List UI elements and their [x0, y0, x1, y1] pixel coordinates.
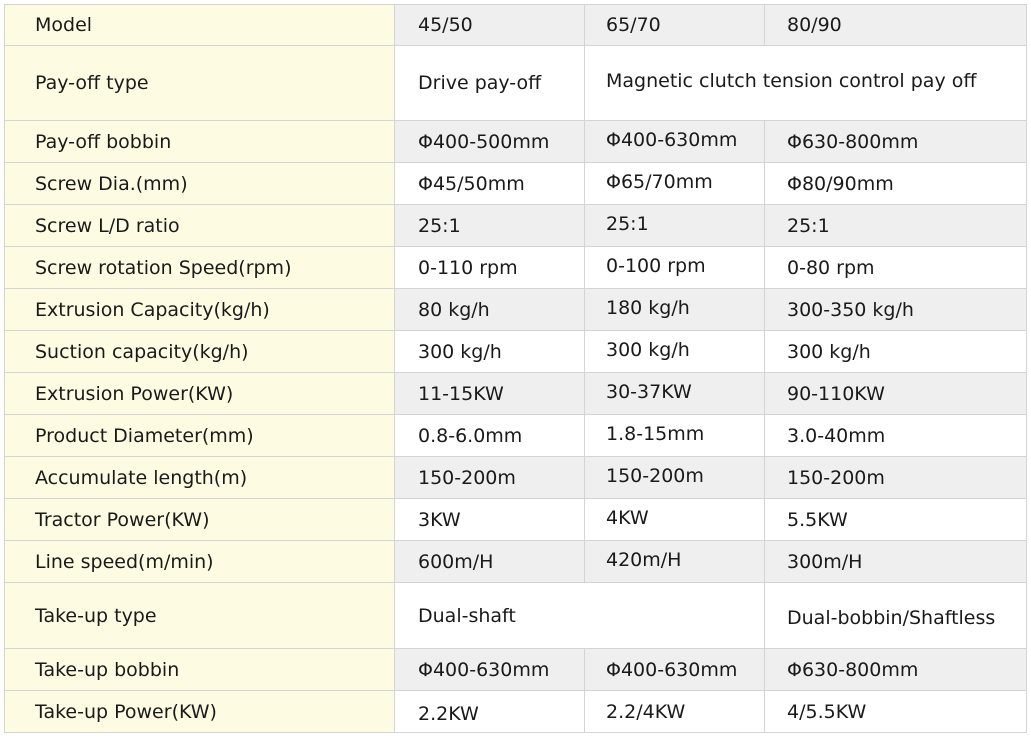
cell-value: 11-15KW — [395, 373, 585, 415]
cell-value: Φ400-630mm — [585, 121, 765, 163]
cell-value: 300 kg/h — [585, 331, 765, 373]
table-row — [5, 499, 1027, 541]
row-label: Screw L/D ratio — [5, 205, 395, 247]
row-label: Accumulate length(m) — [5, 457, 395, 499]
cell-value: 150-200m — [765, 457, 1027, 499]
cell-value: Φ400-630mm — [395, 649, 585, 691]
table-row — [5, 331, 1027, 373]
cell-value: 3.0-40mm — [765, 415, 1027, 457]
row-label: Tractor Power(KW) — [5, 499, 395, 541]
cell-value: 420m/H — [585, 541, 765, 583]
cell-value: 300 kg/h — [765, 331, 1027, 373]
cell-value: 0-110 rpm — [395, 247, 585, 289]
cell-value: 0.8-6.0mm — [395, 415, 585, 457]
row-label: Suction capacity(kg/h) — [5, 331, 395, 373]
row-label: Extrusion Capacity(kg/h) — [5, 289, 395, 331]
cell-value: 2.2/4KW — [585, 691, 765, 733]
cell-value: Φ65/70mm — [585, 163, 765, 205]
table-row — [5, 5, 1027, 46]
cell-value: 180 kg/h — [585, 289, 765, 331]
table-row — [5, 289, 1027, 331]
table-row — [5, 691, 1027, 733]
table-row — [5, 457, 1027, 499]
spec-table — [4, 4, 1027, 733]
row-label: Screw rotation Speed(rpm) — [5, 247, 395, 289]
cell-value: 25:1 — [395, 205, 585, 247]
table-row — [5, 415, 1027, 457]
cell-value: 4/5.5KW — [765, 691, 1027, 733]
table-row — [5, 247, 1027, 289]
row-label: Model — [5, 5, 395, 46]
cell-value: 300 kg/h — [395, 331, 585, 373]
cell-value: 25:1 — [765, 205, 1027, 247]
row-label: Screw Dia.(mm) — [5, 163, 395, 205]
cell-value: 4KW — [585, 499, 765, 541]
cell-value: 300m/H — [765, 541, 1027, 583]
row-label: Line speed(m/min) — [5, 541, 395, 583]
table-row — [5, 541, 1027, 583]
cell-model-45-50: 45/50 — [395, 5, 585, 46]
row-label: Take-up bobbin — [5, 649, 395, 691]
cell-model-65-70: 65/70 — [585, 5, 765, 46]
row-label: Pay-off type — [5, 46, 395, 121]
cell-value: Drive pay-off — [395, 46, 585, 121]
row-label: Product Diameter(mm) — [5, 415, 395, 457]
cell-value: 90-110KW — [765, 373, 1027, 415]
cell-value: Φ400-630mm — [585, 649, 765, 691]
cell-value: Φ45/50mm — [395, 163, 585, 205]
table-row — [5, 121, 1027, 163]
cell-value: 30-37KW — [585, 373, 765, 415]
cell-value: 80 kg/h — [395, 289, 585, 331]
row-label: Extrusion Power(KW) — [5, 373, 395, 415]
cell-value: 5.5KW — [765, 499, 1027, 541]
cell-value: 1.8-15mm — [585, 415, 765, 457]
cell-value: 150-200m — [395, 457, 585, 499]
cell-value: 25:1 — [585, 205, 765, 247]
cell-value: Φ400-500mm — [395, 121, 585, 163]
cell-value: 0-100 rpm — [585, 247, 765, 289]
table-row — [5, 163, 1027, 205]
cell-value: Φ80/90mm — [765, 163, 1027, 205]
cell-value: Magnetic clutch tension control pay off — [585, 46, 1027, 121]
cell-value: Φ630-800mm — [765, 121, 1027, 163]
table-row — [5, 205, 1027, 247]
cell-value: Dual-shaft — [395, 583, 765, 649]
table-row — [5, 373, 1027, 415]
row-label: Pay-off bobbin — [5, 121, 395, 163]
table-row — [5, 583, 1027, 649]
table-row — [5, 649, 1027, 691]
row-label: Take-up Power(KW) — [5, 691, 395, 733]
cell-value: Dual-bobbin/Shaftless — [765, 583, 1027, 649]
row-label: Take-up type — [5, 583, 395, 649]
cell-value: 3KW — [395, 499, 585, 541]
cell-value: 0-80 rpm — [765, 247, 1027, 289]
table-row — [5, 46, 1027, 121]
cell-value: Φ630-800mm — [765, 649, 1027, 691]
cell-value: 150-200m — [585, 457, 765, 499]
cell-value: 2.2KW — [395, 691, 585, 733]
cell-value: 300-350 kg/h — [765, 289, 1027, 331]
cell-model-80-90: 80/90 — [765, 5, 1027, 46]
cell-value: 600m/H — [395, 541, 585, 583]
